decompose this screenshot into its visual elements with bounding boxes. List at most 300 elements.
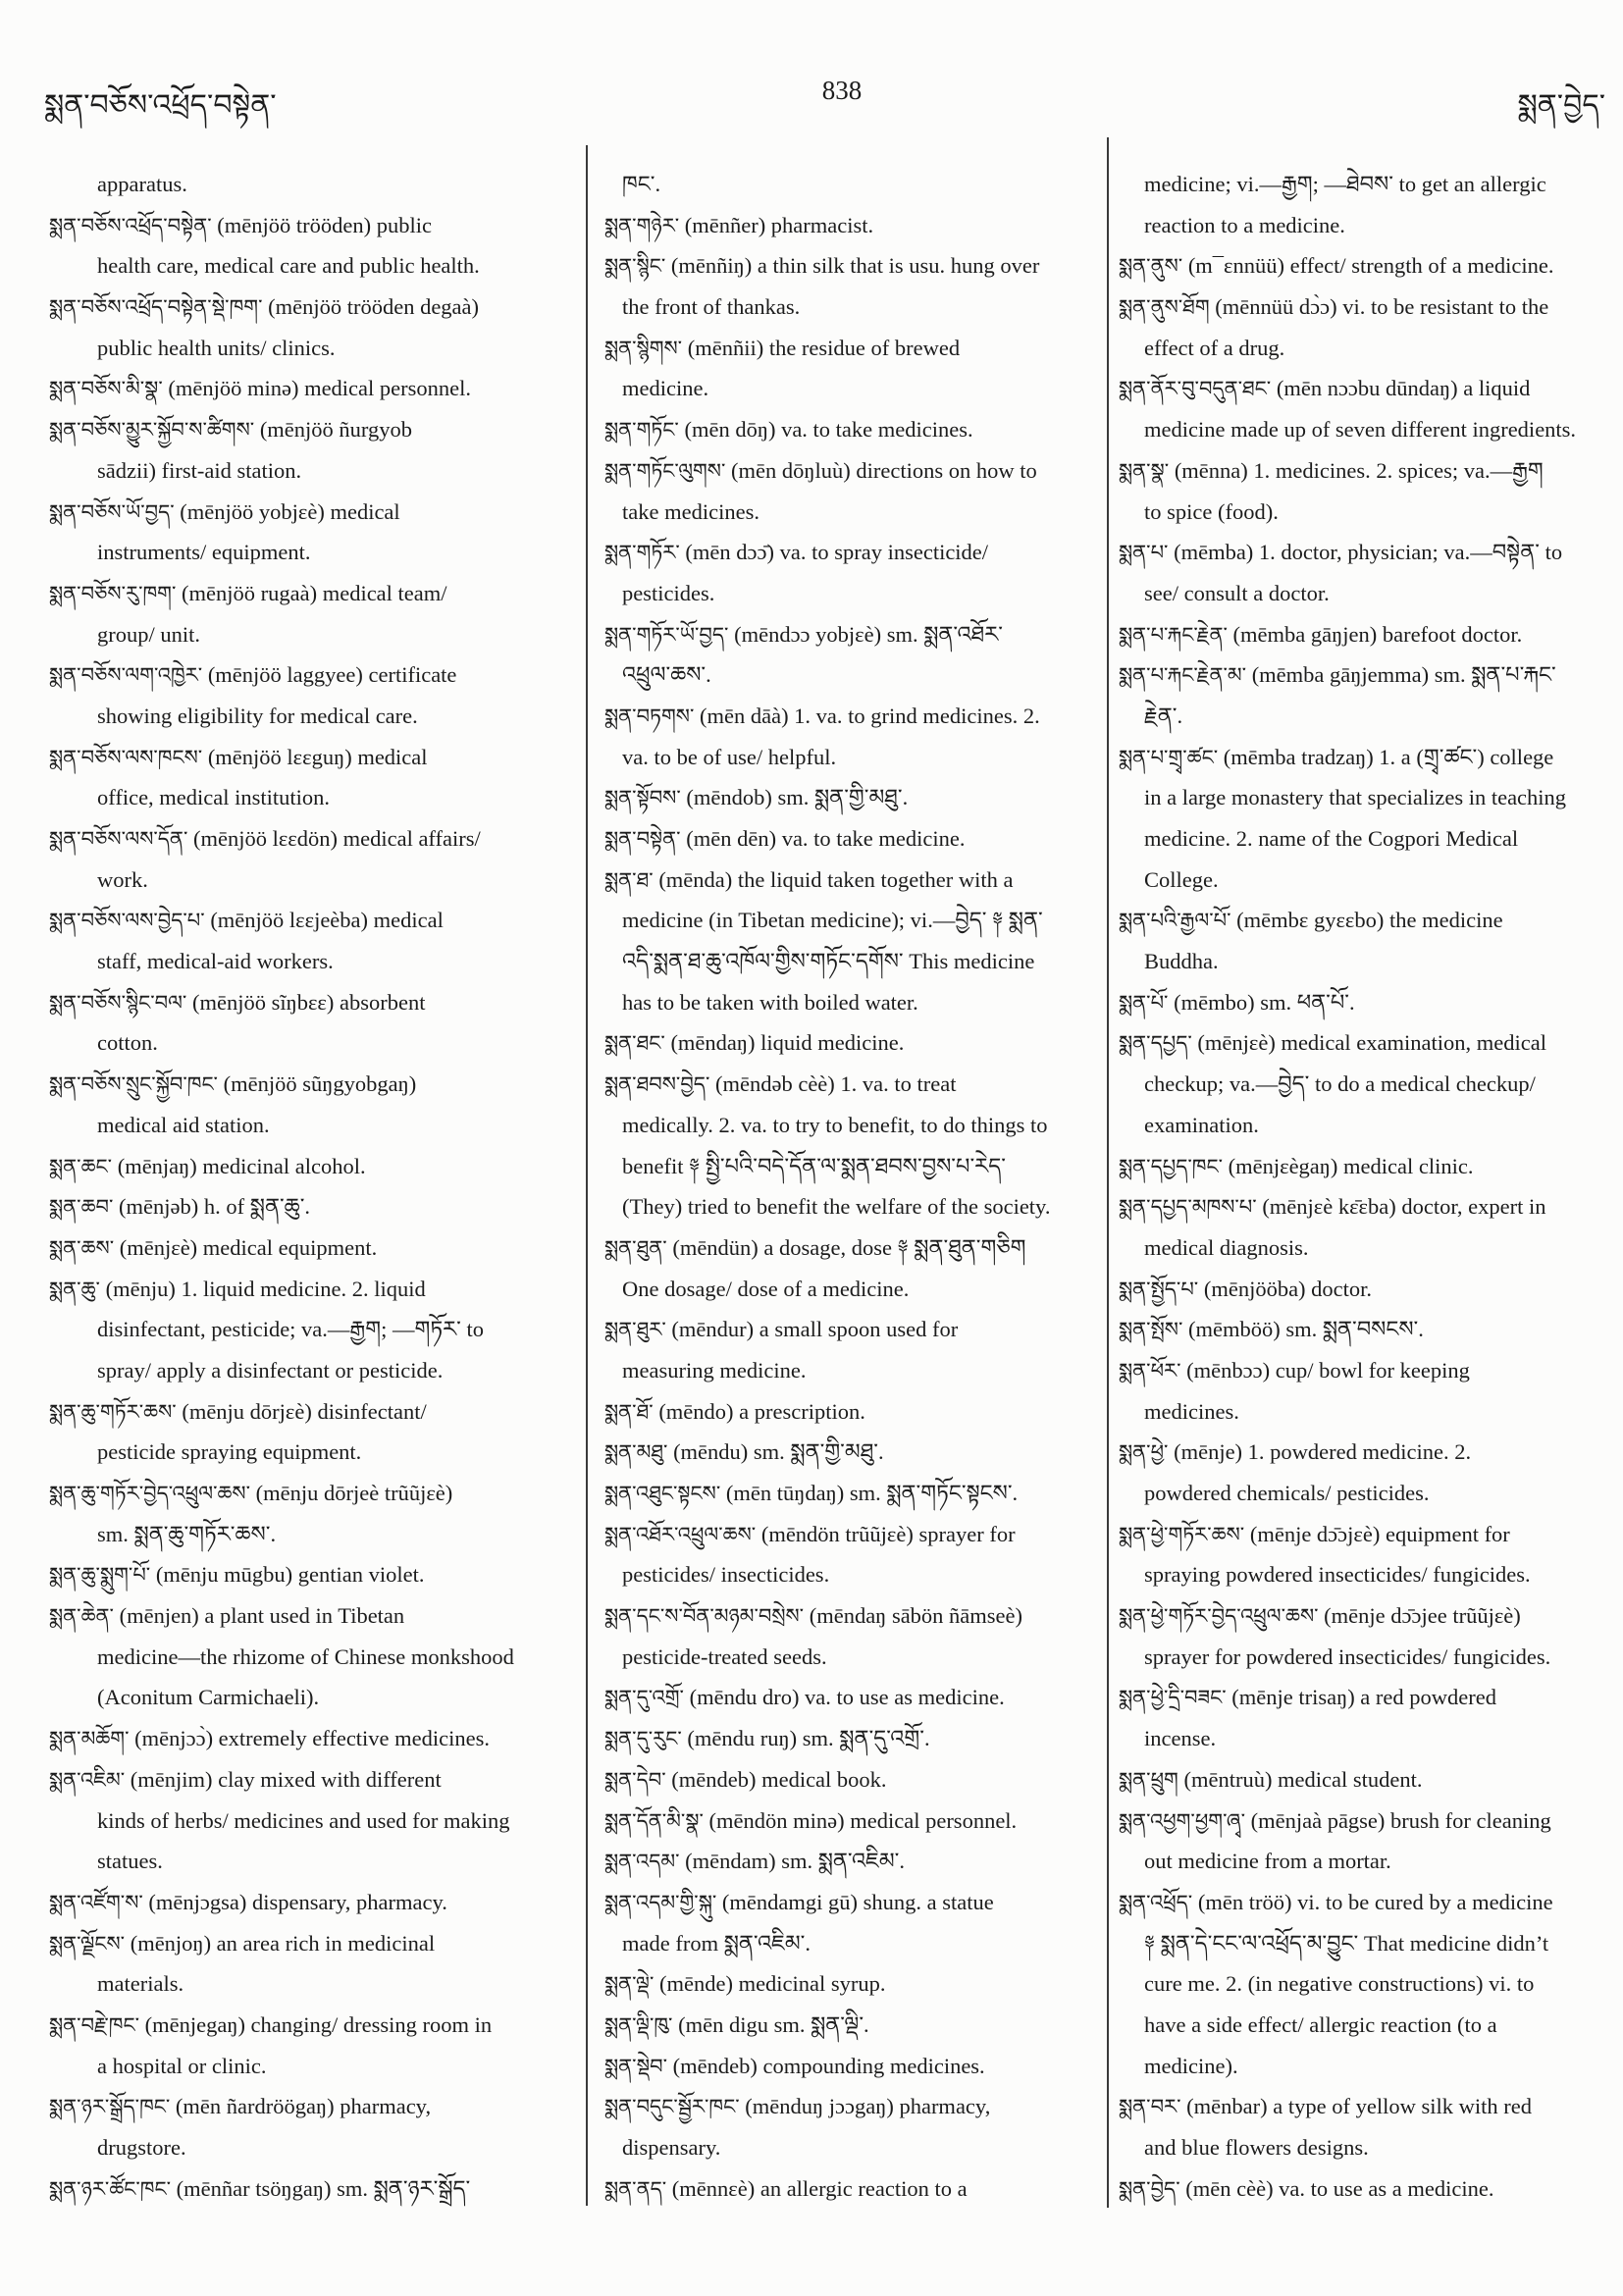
headword: སྨན་པོ་ <box>1119 990 1169 1015</box>
entry-first-line <box>49 1473 569 1514</box>
entry-first-line <box>49 982 569 1023</box>
entry-continuation-line: work. <box>97 866 148 892</box>
dictionary-entry <box>604 1677 1093 1718</box>
entry-continuation-line: medicine—the rhizome of Chinese monkshood <box>97 1644 514 1669</box>
entry-text: (mēnjegaŋ) changing/ dressing room in <box>138 2011 493 2037</box>
entry-text: (mēnjɛègaŋ) medical clinic. <box>1223 1153 1474 1178</box>
entry-first-line <box>604 205 1093 246</box>
entry-continuation-line: made from སྨན་འཇིམ་. <box>622 1930 812 1956</box>
dictionary-entry <box>49 818 569 900</box>
headword: སྨན་ནོར་བུ་བདུན་ཐང་ <box>1119 377 1272 401</box>
entry-continuation-line: འཕྲུལ་ཆས་. <box>622 662 711 688</box>
headword: སྨན་གཏོང་ <box>604 418 679 443</box>
dictionary-entry <box>1119 1269 1607 1310</box>
entry-first-line <box>49 2005 569 2046</box>
entry-continuation-line: drugstore. <box>97 2135 186 2160</box>
dictionary-entry <box>1119 1309 1607 1350</box>
dictionary-entry <box>49 1391 569 1473</box>
entry-text: (mēnjöö laggyee) certificate <box>202 662 457 688</box>
entry-first-line <box>1119 1514 1607 1555</box>
entry-text: (mēnñiŋ) a thin silk that is usu. hung over <box>665 253 1040 279</box>
entry-text: (mēnju dōrjeè trũũjɛè) <box>250 1481 453 1505</box>
running-head-right: སྨན་བྱེད་ <box>1517 89 1605 122</box>
headword: སྨན་སྤྱོད་པ་ <box>1119 1277 1199 1301</box>
entry-text: (mēmbo) sm. ཕན་པོ་. <box>1168 989 1355 1015</box>
entry-continuation-line: incense. <box>1144 1726 1217 1751</box>
dictionary-entry <box>49 654 569 736</box>
entry-continuation-line: take medicines. <box>622 498 759 524</box>
entry-first-line <box>49 205 569 246</box>
entry-text: (mēnbar) a type of yellow silk with red <box>1180 2094 1532 2119</box>
dictionary-column-3 <box>1119 164 1607 2209</box>
headword: སྨན་སྙིགས་ <box>604 336 683 360</box>
entry-text: (mēnjöö minə) medical personnel. <box>162 376 472 401</box>
entry-text: (mēnjoŋ) an area rich in medicinal <box>125 1930 436 1956</box>
dictionary-entry <box>604 2168 1093 2210</box>
headword: སྨན་ཕྱེ་ <box>1119 1440 1169 1465</box>
entry-text: (mēnjaŋ) medicinal alcohol. <box>112 1153 366 1178</box>
entry-continuation-line: see/ consult a doctor. <box>1144 580 1330 605</box>
headword: སྨན་ཆུ་ <box>49 1277 100 1301</box>
entry-text: (mēndob) sm. སྨན་གྱི་མཐུ་. <box>680 785 909 810</box>
headword: སྨན་པ་ <box>1119 541 1169 565</box>
entry-first-line <box>1119 1800 1607 1842</box>
dictionary-entry <box>604 1022 1093 1064</box>
entry-text: (mēnjəb) h. of སྨན་ཆུ་. <box>113 1194 311 1220</box>
entry-continuation-line: medicine. <box>622 376 709 401</box>
entry-text: (mēnjaà pāgse) brush for cleaning <box>1244 1807 1551 1833</box>
entry-first-line <box>604 1514 1093 1555</box>
dictionary-entry <box>604 328 1093 409</box>
headword: སྨན་འདམ་ <box>604 1850 680 1874</box>
entry-first-line <box>49 573 569 614</box>
entry-continuation-line: apparatus. <box>97 172 187 196</box>
entry-continuation-line: checkup; va.—བྱེད་ to do a medical checkup/ <box>1144 1071 1536 1097</box>
entry-text: (mēnju) 1. liquid medicine. 2. liquid <box>99 1276 426 1301</box>
headword: སྨན་པའི་རྒྱལ་པོ་ <box>1119 909 1231 933</box>
headword: སྨན་མཐུ་ <box>604 1440 668 1465</box>
dictionary-column-1 <box>49 164 569 2209</box>
headword: སྨན་མཆོག་ <box>49 1727 130 1751</box>
headword: སྨན་བཅོས་འཕྲོད་བསྟེན་སྡེ་ཁག་ <box>49 295 263 320</box>
dictionary-entry <box>604 1800 1093 1842</box>
entry-first-line <box>49 1554 569 1595</box>
entry-first-line <box>604 1759 1093 1800</box>
headword: སྨན་དོན་མི་སྣ་ <box>604 1808 704 1833</box>
entry-text: (mēnñer) pharmacist. <box>679 212 874 237</box>
entry-text: (mēmba tradzaŋ) 1. a (གྲྭ་ཚང་) college <box>1218 744 1554 769</box>
headword: སྨན་ནད་ <box>604 2176 667 2201</box>
entry-text: (mēn ñardröögaŋ) pharmacy, <box>170 2094 432 2119</box>
dictionary-entry <box>604 450 1093 532</box>
dictionary-entry <box>1119 1595 1607 1677</box>
dictionary-entry <box>604 164 1093 205</box>
entry-continuation-line: sprayer for powdered insecticides/ fungicides. <box>1144 1644 1551 1669</box>
entry-continuation-line: measuring medicine. <box>622 1357 807 1383</box>
dictionary-entry <box>1119 737 1607 901</box>
dictionary-entry <box>1119 654 1607 736</box>
entry-text: (mēnjöö rugaà) medical team/ <box>176 580 447 605</box>
entry-continuation-line: འདི་སྨན་ཐ་ཆུ་འཁོལ་གྱིས་གཏོང་དགོས་ This medicine <box>622 949 1035 974</box>
entry-first-line <box>49 1186 569 1227</box>
dictionary-entry <box>1119 368 1607 449</box>
entry-continuation-line: pesticides. <box>622 580 715 605</box>
dictionary-entry <box>1119 1146 1607 1187</box>
entry-first-line <box>1119 2168 1607 2210</box>
entry-continuation-line: medically. 2. va. to try to benefit, to do things to <box>622 1112 1048 1137</box>
headword: སྨན་ཆུ་སྨུག་པོ་ <box>49 1563 151 1588</box>
dictionary-entry <box>49 1146 569 1187</box>
dictionary-entry <box>49 1882 569 1923</box>
entry-first-line <box>1119 1432 1607 1473</box>
entry-continuation-line: pesticides/ insecticides. <box>622 1562 830 1588</box>
entry-continuation-line: cotton. <box>97 1030 158 1056</box>
dictionary-entry <box>1119 164 1607 245</box>
entry-continuation-line: reaction to a medicine. <box>1144 212 1345 237</box>
dictionary-entry <box>604 1473 1093 1514</box>
dictionary-entry <box>604 614 1093 696</box>
dictionary-entry <box>604 1595 1093 1677</box>
entry-first-line <box>604 532 1093 573</box>
entry-continuation-line: examination. <box>1144 1112 1259 1137</box>
entry-continuation-line: pesticide spraying equipment. <box>97 1439 362 1465</box>
entry-continuation-line: College. <box>1144 866 1219 892</box>
entry-first-line <box>1119 245 1607 287</box>
entry-text: (mēnjɛè) medical examination, medical <box>1191 1030 1546 1056</box>
headword: སྨན་སྤོས་ <box>1119 1318 1183 1342</box>
entry-first-line <box>1119 1350 1607 1391</box>
dictionary-entry <box>49 1759 569 1882</box>
entry-first-line <box>604 328 1093 369</box>
headword: སྨན་ལྡེ་ <box>604 1972 654 1997</box>
headword: སྨན་ཕོར་ <box>1119 1358 1181 1383</box>
headword: སྨན་དཔྱད་ཁང་ <box>1119 1154 1224 1178</box>
dictionary-entry <box>49 492 569 573</box>
entry-first-line <box>604 614 1093 655</box>
dictionary-entry <box>49 164 569 205</box>
entry-first-line <box>49 1269 569 1310</box>
entry-first-line <box>1119 982 1607 1023</box>
entry-continuation-line: (They) tried to benefit the welfare of the society. <box>622 1194 1051 1220</box>
dictionary-entry <box>604 532 1093 613</box>
headword: སྨན་གཉེར་ <box>604 213 680 237</box>
entry-first-line <box>604 1473 1093 1514</box>
entry-first-line <box>1119 1022 1607 1064</box>
headword: སྨན་བཅོས་མི་སྣ་ <box>49 377 163 401</box>
headword: སྨན་བཅོས་ལས་དོན་ <box>49 827 188 851</box>
entry-first-line <box>49 1759 569 1800</box>
headword: སྨན་དེབ་ <box>604 1767 666 1792</box>
entry-text: (mēnjöö lɛɛguŋ) medical <box>202 744 428 769</box>
headword: སྨན་ཆུ་གཏོར་བྱེད་འཕྲུལ་ཆས་ <box>49 1482 251 1505</box>
dictionary-entry <box>49 2005 569 2086</box>
entry-continuation-line: effect of a drug. <box>1144 335 1285 360</box>
dictionary-entry <box>49 1554 569 1595</box>
entry-text: (mēnbɔɔ) cup/ bowl for keeping <box>1180 1357 1470 1383</box>
entry-text: (mēnjen) a plant used in Tibetan <box>113 1603 405 1629</box>
entry-text: (mēn digu sm. སྨན་ལྡི་. <box>672 2011 869 2037</box>
entry-first-line <box>49 818 569 860</box>
entry-first-line <box>1119 654 1607 696</box>
entry-continuation-line: to spice (food). <box>1144 498 1279 524</box>
entry-first-line <box>49 900 569 941</box>
dictionary-entry <box>49 1923 569 2005</box>
entry-continuation-line: One dosage/ dose of a medicine. <box>622 1276 910 1301</box>
entry-continuation-line: རྗེན་. <box>1144 703 1183 728</box>
column-divider <box>1107 137 1109 2208</box>
dictionary-entry <box>49 1186 569 1227</box>
entry-first-line <box>1119 1595 1607 1637</box>
entry-first-line <box>1119 1309 1607 1350</box>
headword: སྨན་བཅོས་འཕྲོད་བསྟེན་ <box>49 213 212 237</box>
dictionary-entry <box>49 368 569 409</box>
entry-first-line <box>604 1841 1093 1882</box>
entry-text: (mēmböö) sm. སྨན་བསངས་. <box>1182 1317 1424 1342</box>
entry-text: (mēnjöö yobjɛè) medical <box>174 498 400 524</box>
entry-continuation-line: (Aconitum Carmichaeli). <box>97 1685 320 1710</box>
entry-text: (mēn tröö) vi. to be cured by a medicine <box>1192 1889 1553 1914</box>
dictionary-entry <box>1119 1800 1607 1882</box>
entry-first-line <box>1119 1146 1607 1187</box>
headword: སྨན་ནུས་ <box>1119 254 1183 279</box>
entry-first-line <box>604 1432 1093 1473</box>
headword: སྨན་བརྗེ་ཁང་ <box>49 2012 139 2037</box>
entry-first-line <box>49 1595 569 1637</box>
dictionary-entry <box>1119 1350 1607 1432</box>
entry-text: (mēnjɔɔ̀) extremely effective medicines. <box>129 1726 491 1751</box>
entry-text: (mēndu ruŋ) sm. སྨན་དུ་འགྲོ་. <box>681 1726 930 1751</box>
entry-text: (mēnnüü dɔ̀ɔ) vi. to be resistant to the <box>1209 294 1549 320</box>
headword: སྨན་དུ་འགྲོ་ <box>604 1686 684 1710</box>
entry-text: (mēndu) sm. སྨན་གྱི་མཐུ་. <box>667 1439 884 1465</box>
entry-first-line <box>604 1718 1093 1759</box>
headword: སྨན་འཐོར་འཕྲུལ་ཆས་ <box>604 1522 757 1546</box>
entry-text: (mēndu dro) va. to use as medicine. <box>683 1685 1005 1710</box>
dictionary-entry <box>604 1309 1093 1390</box>
entry-first-line <box>1119 368 1607 409</box>
entry-continuation-line: medicine; vi.—རྒྱག; —ཐེབས་ to get an allergic <box>1144 172 1546 196</box>
headword: སྨན་སྡེབ་ <box>604 2054 668 2078</box>
entry-continuation-line: medicine). <box>1144 2053 1238 2078</box>
headword: སྨན་ཆུ་གཏོར་ཆས་ <box>49 1399 177 1424</box>
headword: སྨན་འཇིམ་ <box>49 1767 126 1792</box>
headword: སྨན་ཕྱེ་གཏོར་བྱེད་འཕྲུལ་ཆས་ <box>1119 1604 1319 1629</box>
entry-first-line <box>604 1963 1093 2005</box>
headword: སྨན་འཛོག་ས་ <box>49 1890 143 1914</box>
headword: སྨན་བཏགས་ <box>604 704 695 728</box>
headword: སྨན་ཐབས་བྱེད་ <box>604 1072 710 1097</box>
entry-continuation-line: spraying powdered insecticides/ fungicides. <box>1144 1562 1531 1588</box>
entry-text: (mēnñii) the residue of brewed <box>682 335 961 360</box>
dictionary-entry <box>49 573 569 654</box>
dictionary-entry <box>49 2086 569 2167</box>
headword: སྨན་དཔྱད་མཁས་པ་ <box>1119 1195 1257 1220</box>
dictionary-entry <box>1119 2086 1607 2167</box>
entry-continuation-line: out medicine from a mortar. <box>1144 1849 1391 1874</box>
entry-first-line <box>604 1227 1093 1269</box>
headword: སྨན་སྣ་ <box>1119 458 1170 483</box>
entry-first-line <box>1119 450 1607 492</box>
dictionary-entry <box>49 2168 569 2210</box>
entry-text: (mēndamgi gū) shung. a statue <box>716 1889 994 1914</box>
entry-continuation-line: benefit ༈ སྤྱི་པའི་བདེ་དོན་ལ་སྨན་ཐབས་བྱས་པ་རེད་ <box>622 1153 1006 1178</box>
dictionary-entry <box>604 409 1093 450</box>
entry-text: (mēnjöö sĩŋbɛɛ) absorbent <box>186 989 426 1015</box>
dictionary-entry <box>604 818 1093 860</box>
dictionary-entry <box>49 982 569 1064</box>
dictionary-entry <box>604 1227 1093 1309</box>
headword: སྨན་ཐུན་ <box>604 1235 667 1260</box>
entry-text: (mēnna) 1. medicines. 2. spices; va.—རྒྱག <box>1169 457 1544 483</box>
entry-text: (mēnjöö lɛɛdön) medical affairs/ <box>187 826 481 851</box>
entry-text: (mēmbɛ gyɛɛbo) the medicine <box>1230 908 1503 933</box>
entry-first-line <box>49 1882 569 1923</box>
headword: སྨན་ནུས་ཐོག <box>1119 295 1210 320</box>
entry-first-line <box>604 409 1093 450</box>
headword: སྨན་པ་གྲྭ་ཚང་ <box>1119 745 1219 769</box>
headword: སྨན་ཐ་ <box>604 867 654 892</box>
entry-text: (mēnje dɔ̄ɔjɛè) equipment for <box>1244 1521 1510 1546</box>
entry-text: (mēn cèè) va. to use as a medicine. <box>1179 2175 1494 2201</box>
entry-first-line <box>1119 1677 1607 1718</box>
entry-text: (mēnje trisaŋ) a red powdered <box>1226 1685 1496 1710</box>
dictionary-entry <box>604 2086 1093 2167</box>
headword: སྨན་འཐུང་སྟངས་ <box>604 1482 721 1505</box>
entry-first-line <box>604 2005 1093 2046</box>
entry-continuation-line: spray/ apply a disinfectant or pesticide. <box>97 1357 444 1383</box>
entry-first-line <box>49 1923 569 1964</box>
entry-text: (mēnjim) clay mixed with different <box>125 1766 442 1792</box>
entry-text: (mēn dāà) 1. va. to grind medicines. 2. <box>694 703 1040 728</box>
entry-continuation-line: and blue flowers designs. <box>1144 2135 1369 2160</box>
entry-continuation-line: cure me. 2. (in negative constructions) vi. to <box>1144 1971 1535 1997</box>
dictionary-entry <box>1119 1882 1607 2086</box>
entry-text: (mēmba gāŋjen) barefoot doctor. <box>1227 621 1523 647</box>
dictionary-entry <box>1119 1759 1607 1800</box>
entry-continuation-line: group/ unit. <box>97 621 200 647</box>
entry-first-line <box>604 2046 1093 2087</box>
headword: སྨན་གཏོར་ཡོ་བྱད་ <box>604 622 729 647</box>
entry-first-line <box>1119 1882 1607 1923</box>
entry-first-line <box>604 1800 1093 1842</box>
dictionary-entry <box>604 245 1093 327</box>
entry-text: (mēnjöö ñurgyob <box>254 417 413 443</box>
headword: སྨན་ཆས་ <box>49 1235 115 1260</box>
entry-text: (mēnju mūgbu) gentian violet. <box>150 1562 425 1588</box>
entry-text: (mēmba gāŋjemma) sm. སྨན་པ་རྐང་ <box>1246 662 1556 688</box>
headword: སྨན་བཅོས་ལག་འཁྱེར་ <box>49 663 203 688</box>
dictionary-entry <box>1119 287 1607 368</box>
entry-text: (mēn dēn) va. to take medicine. <box>680 826 966 851</box>
entry-continuation-line: Buddha. <box>1144 949 1219 974</box>
entry-text: (mēnjöö sũŋgyobgaŋ) <box>217 1071 417 1097</box>
headword: སྨན་སྟོབས་ <box>604 786 681 810</box>
dictionary-entry <box>1119 1022 1607 1145</box>
headword: སྨན་ལྡི་ཁུ་ <box>604 2012 673 2037</box>
entry-text: (mēn tūŋdaŋ) sm. སྨན་གཏོང་སྟངས་. <box>720 1481 1019 1505</box>
entry-continuation-line: ཁང་. <box>622 172 661 196</box>
dictionary-entry <box>49 409 569 491</box>
entry-continuation-line: a hospital or clinic. <box>97 2053 267 2078</box>
dictionary-entry <box>604 205 1093 246</box>
headword: སྨན་ཆང་ <box>49 1154 113 1178</box>
entry-continuation-line: instruments/ equipment. <box>97 540 311 565</box>
headword: སྨན་བཅོས་ཡོ་བྱད་ <box>49 499 175 524</box>
entry-text: (mēnje) 1. powdered medicine. 2. <box>1168 1439 1472 1465</box>
entry-continuation-line: sm. སྨན་ཆུ་གཏོར་ཆས་. <box>97 1521 277 1546</box>
entry-text: (mēnda) the liquid taken together with a <box>653 866 1014 892</box>
entry-text: (mēn dɔɔ̄) va. to spray insecticide/ <box>679 540 989 565</box>
entry-first-line <box>1119 1269 1607 1310</box>
entry-first-line <box>1119 2086 1607 2127</box>
entry-text: (mēnjöö trööden) public <box>211 212 432 237</box>
entry-continuation-line: medicine made up of seven different ingredients. <box>1144 417 1577 443</box>
headword: སྨན་ཉར་སྒྲོད་ཁང་ <box>49 2095 171 2119</box>
headword: སྨན་འཕྲོད་ <box>1119 1890 1193 1914</box>
entry-text: (mēndɔɔ yobjɛè) sm. སྨན་འཐོར་ <box>728 621 1003 647</box>
entry-continuation-line: in a large monastery that specializes in teaching <box>1144 785 1567 810</box>
entry-continuation-line: the front of thankas. <box>622 294 801 320</box>
entry-continuation-line: public health units/ clinics. <box>97 335 336 360</box>
entry-first-line <box>1119 614 1607 655</box>
headword: སྨན་ཆབ་ <box>49 1195 114 1220</box>
dictionary-entry <box>49 1269 569 1391</box>
entry-continuation-line: va. to be of use/ helpful. <box>622 744 837 769</box>
dictionary-entry <box>604 2046 1093 2087</box>
dictionary-column-2 <box>604 164 1093 2209</box>
entry-first-line <box>1119 532 1607 573</box>
headword: སྨན་ལྗོངས་ <box>49 1931 126 1956</box>
headword: སྨན་བཅོས་ལས་ཁངས་ <box>49 745 203 769</box>
headword: སྨན་བར་ <box>1119 2095 1181 2119</box>
dictionary-entry <box>49 1227 569 1269</box>
entry-text: (mēndön minə) medical personnel. <box>703 1807 1018 1833</box>
dictionary-entry <box>49 205 569 287</box>
entry-text: (mēnjɛè kɛ̄ɛba) doctor, expert in <box>1256 1194 1546 1220</box>
entry-continuation-line: materials. <box>97 1971 184 1997</box>
entry-first-line <box>49 409 569 450</box>
entry-continuation-line: powdered chemicals/ pesticides. <box>1144 1481 1430 1505</box>
entry-first-line <box>604 696 1093 737</box>
entry-continuation-line: office, medical institution. <box>97 785 331 810</box>
entry-first-line <box>604 1309 1093 1350</box>
headword: སྨན་ཐོ་ <box>604 1399 654 1424</box>
headword: སྨན་བཅོས་ལས་བྱེད་པ་ <box>49 909 205 933</box>
entry-continuation-line: statues. <box>97 1849 163 1874</box>
entry-text: (mēndaŋ sābön ñāmseè) <box>804 1603 1023 1629</box>
dictionary-entry <box>1119 1514 1607 1595</box>
headword: སྨན་ཕྲུག <box>1119 1767 1178 1792</box>
entry-first-line <box>49 2168 569 2210</box>
entry-first-line <box>1119 287 1607 328</box>
dictionary-entry <box>49 900 569 981</box>
entry-continuation-line: has to be taken with boiled water. <box>622 989 918 1015</box>
running-head-left: སྨན་བཅོས་འཕྲོད་བསྟེན་ <box>44 89 277 122</box>
entry-first-line <box>604 777 1093 818</box>
entry-first-line <box>49 654 569 696</box>
entry-text: (mēndəb cèè) 1. va. to treat <box>709 1071 957 1097</box>
entry-first-line <box>604 1022 1093 1064</box>
dictionary-entry <box>604 696 1093 777</box>
entry-text: (mēndün) a dosage, dose ༈ སྨན་ཐུན་གཅིག <box>666 1234 1026 1260</box>
dictionary-entry <box>1119 900 1607 981</box>
dictionary-entry <box>604 1064 1093 1227</box>
entry-continuation-line: medicines. <box>1144 1398 1239 1424</box>
entry-continuation-line: disinfectant, pesticide; va.—རྒྱག; —གཏོར་ to <box>97 1317 484 1342</box>
entry-text: (mēndeb) medical book. <box>665 1766 887 1792</box>
dictionary-entry <box>1119 450 1607 532</box>
entry-text: (mēnñar tsöŋgaŋ) sm. སྨན་ཉར་སྒྲོད་ <box>171 2175 471 2201</box>
